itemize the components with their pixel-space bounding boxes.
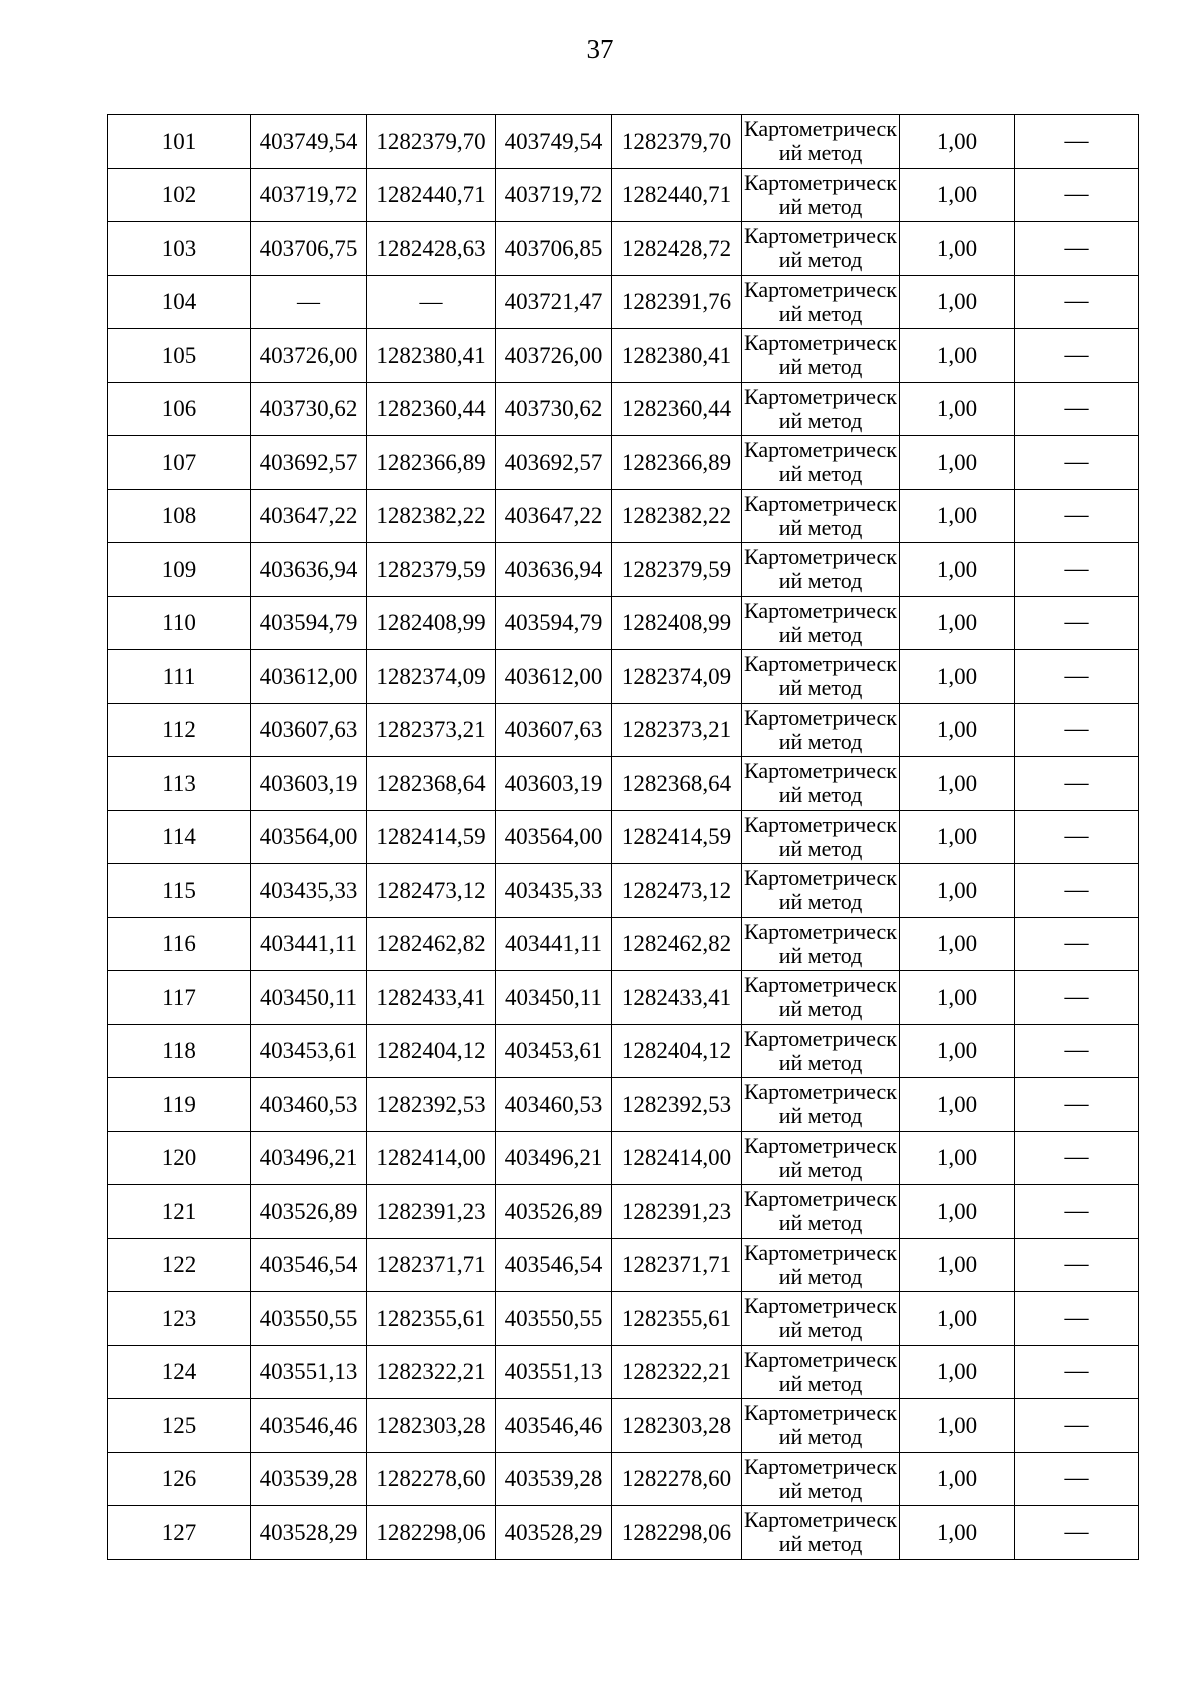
y-existing-cell: 1282379,59	[367, 543, 496, 597]
y-existing-cell: 1282368,64	[367, 757, 496, 811]
accuracy-cell: 1,00	[900, 115, 1015, 169]
x-refined-cell: 403647,22	[496, 489, 612, 543]
accuracy-cell: 1,00	[900, 596, 1015, 650]
method-cell: Картометрический метод	[742, 436, 900, 490]
y-existing-cell: 1282380,41	[367, 329, 496, 383]
point-number-cell: 124	[108, 1345, 251, 1399]
method-cell: Картометрический метод	[742, 329, 900, 383]
method-cell: Картометрический метод	[742, 917, 900, 971]
x-refined-cell: 403453,61	[496, 1024, 612, 1078]
method-cell: Картометрический метод	[742, 1292, 900, 1346]
method-cell: Картометрический метод	[742, 168, 900, 222]
x-existing-cell: 403636,94	[251, 543, 367, 597]
x-existing-cell: 403546,54	[251, 1238, 367, 1292]
x-refined-cell: 403721,47	[496, 275, 612, 329]
x-existing-cell: 403706,75	[251, 222, 367, 276]
table-row	[108, 864, 1139, 918]
note-cell: —	[1015, 275, 1139, 329]
x-existing-cell: 403460,53	[251, 1078, 367, 1132]
y-existing-cell: —	[367, 275, 496, 329]
note-cell: —	[1015, 971, 1139, 1025]
accuracy-cell: 1,00	[900, 971, 1015, 1025]
accuracy-cell: 1,00	[900, 917, 1015, 971]
point-number-cell: 114	[108, 810, 251, 864]
table-row	[108, 1345, 1139, 1399]
table-row	[108, 1292, 1139, 1346]
method-cell: Картометрический метод	[742, 1131, 900, 1185]
point-number-cell: 123	[108, 1292, 251, 1346]
y-refined-cell: 1282414,59	[612, 810, 742, 864]
x-refined-cell: 403496,21	[496, 1131, 612, 1185]
x-existing-cell: 403551,13	[251, 1345, 367, 1399]
accuracy-cell: 1,00	[900, 757, 1015, 811]
x-existing-cell: 403719,72	[251, 168, 367, 222]
table-row	[108, 1506, 1139, 1560]
accuracy-cell: 1,00	[900, 543, 1015, 597]
note-cell: —	[1015, 1131, 1139, 1185]
accuracy-cell: 1,00	[900, 1078, 1015, 1132]
note-cell: —	[1015, 168, 1139, 222]
x-refined-cell: 403526,89	[496, 1185, 612, 1239]
accuracy-cell: 1,00	[900, 1024, 1015, 1078]
note-cell: —	[1015, 436, 1139, 490]
x-refined-cell: 403460,53	[496, 1078, 612, 1132]
accuracy-cell: 1,00	[900, 650, 1015, 704]
x-existing-cell: 403550,55	[251, 1292, 367, 1346]
x-existing-cell: 403726,00	[251, 329, 367, 383]
table-row	[108, 1131, 1139, 1185]
x-refined-cell: 403546,46	[496, 1399, 612, 1453]
point-number-cell: 125	[108, 1399, 251, 1453]
x-existing-cell: 403607,63	[251, 703, 367, 757]
x-refined-cell: 403607,63	[496, 703, 612, 757]
y-refined-cell: 1282368,64	[612, 757, 742, 811]
method-cell: Картометрический метод	[742, 864, 900, 918]
x-existing-cell: 403730,62	[251, 382, 367, 436]
method-cell: Картометрический метод	[742, 650, 900, 704]
method-cell: Картометрический метод	[742, 1452, 900, 1506]
point-number-cell: 110	[108, 596, 251, 650]
note-cell: —	[1015, 1238, 1139, 1292]
point-number-cell: 102	[108, 168, 251, 222]
y-refined-cell: 1282373,21	[612, 703, 742, 757]
point-number-cell: 116	[108, 917, 251, 971]
y-existing-cell: 1282414,00	[367, 1131, 496, 1185]
x-existing-cell: 403528,29	[251, 1506, 367, 1560]
accuracy-cell: 1,00	[900, 168, 1015, 222]
x-existing-cell: —	[251, 275, 367, 329]
point-number-cell: 121	[108, 1185, 251, 1239]
y-existing-cell: 1282355,61	[367, 1292, 496, 1346]
point-number-cell: 122	[108, 1238, 251, 1292]
accuracy-cell: 1,00	[900, 382, 1015, 436]
y-existing-cell: 1282322,21	[367, 1345, 496, 1399]
table-row	[108, 275, 1139, 329]
y-existing-cell: 1282462,82	[367, 917, 496, 971]
accuracy-cell: 1,00	[900, 703, 1015, 757]
note-cell: —	[1015, 222, 1139, 276]
x-refined-cell: 403603,19	[496, 757, 612, 811]
table-row	[108, 1185, 1139, 1239]
table-row	[108, 971, 1139, 1025]
point-number-cell: 119	[108, 1078, 251, 1132]
table-row	[108, 1399, 1139, 1453]
table-row	[108, 917, 1139, 971]
x-refined-cell: 403441,11	[496, 917, 612, 971]
method-cell: Картометрический метод	[742, 115, 900, 169]
x-refined-cell: 403528,29	[496, 1506, 612, 1560]
method-cell: Картометрический метод	[742, 1238, 900, 1292]
y-refined-cell: 1282360,44	[612, 382, 742, 436]
accuracy-cell: 1,00	[900, 1345, 1015, 1399]
y-refined-cell: 1282355,61	[612, 1292, 742, 1346]
accuracy-cell: 1,00	[900, 436, 1015, 490]
method-cell: Картометрический метод	[742, 596, 900, 650]
y-refined-cell: 1282303,28	[612, 1399, 742, 1453]
y-existing-cell: 1282440,71	[367, 168, 496, 222]
y-refined-cell: 1282379,59	[612, 543, 742, 597]
method-cell: Картометрический метод	[742, 222, 900, 276]
accuracy-cell: 1,00	[900, 222, 1015, 276]
x-refined-cell: 403730,62	[496, 382, 612, 436]
note-cell: —	[1015, 757, 1139, 811]
table-row	[108, 703, 1139, 757]
x-refined-cell: 403435,33	[496, 864, 612, 918]
point-number-cell: 115	[108, 864, 251, 918]
x-existing-cell: 403692,57	[251, 436, 367, 490]
method-cell: Картометрический метод	[742, 1399, 900, 1453]
note-cell: —	[1015, 650, 1139, 704]
accuracy-cell: 1,00	[900, 489, 1015, 543]
table-row	[108, 329, 1139, 383]
y-refined-cell: 1282414,00	[612, 1131, 742, 1185]
x-existing-cell: 403749,54	[251, 115, 367, 169]
method-cell: Картометрический метод	[742, 1024, 900, 1078]
note-cell: —	[1015, 329, 1139, 383]
table-row	[108, 1078, 1139, 1132]
note-cell: —	[1015, 115, 1139, 169]
note-cell: —	[1015, 810, 1139, 864]
point-number-cell: 117	[108, 971, 251, 1025]
y-existing-cell: 1282473,12	[367, 864, 496, 918]
method-cell: Картометрический метод	[742, 1345, 900, 1399]
y-refined-cell: 1282408,99	[612, 596, 742, 650]
table-row	[108, 489, 1139, 543]
x-existing-cell: 403441,11	[251, 917, 367, 971]
note-cell: —	[1015, 1345, 1139, 1399]
x-refined-cell: 403564,00	[496, 810, 612, 864]
table-body	[108, 115, 1139, 1560]
y-existing-cell: 1282303,28	[367, 1399, 496, 1453]
x-existing-cell: 403496,21	[251, 1131, 367, 1185]
accuracy-cell: 1,00	[900, 810, 1015, 864]
note-cell: —	[1015, 1024, 1139, 1078]
note-cell: —	[1015, 1452, 1139, 1506]
y-existing-cell: 1282278,60	[367, 1452, 496, 1506]
x-refined-cell: 403692,57	[496, 436, 612, 490]
y-existing-cell: 1282414,59	[367, 810, 496, 864]
note-cell: —	[1015, 1078, 1139, 1132]
point-number-cell: 103	[108, 222, 251, 276]
y-refined-cell: 1282391,23	[612, 1185, 742, 1239]
y-existing-cell: 1282392,53	[367, 1078, 496, 1132]
y-existing-cell: 1282433,41	[367, 971, 496, 1025]
note-cell: —	[1015, 543, 1139, 597]
table-row	[108, 650, 1139, 704]
accuracy-cell: 1,00	[900, 1452, 1015, 1506]
point-number-cell: 111	[108, 650, 251, 704]
method-cell: Картометрический метод	[742, 703, 900, 757]
y-refined-cell: 1282366,89	[612, 436, 742, 490]
y-existing-cell: 1282428,63	[367, 222, 496, 276]
x-existing-cell: 403612,00	[251, 650, 367, 704]
point-number-cell: 109	[108, 543, 251, 597]
x-existing-cell: 403435,33	[251, 864, 367, 918]
x-existing-cell: 403526,89	[251, 1185, 367, 1239]
y-refined-cell: 1282440,71	[612, 168, 742, 222]
table-row	[108, 436, 1139, 490]
y-refined-cell: 1282374,09	[612, 650, 742, 704]
accuracy-cell: 1,00	[900, 1131, 1015, 1185]
x-existing-cell: 403594,79	[251, 596, 367, 650]
table-row	[108, 1452, 1139, 1506]
accuracy-cell: 1,00	[900, 1506, 1015, 1560]
x-refined-cell: 403450,11	[496, 971, 612, 1025]
table-row	[108, 757, 1139, 811]
y-existing-cell: 1282404,12	[367, 1024, 496, 1078]
note-cell: —	[1015, 1292, 1139, 1346]
method-cell: Картометрический метод	[742, 1506, 900, 1560]
y-refined-cell: 1282473,12	[612, 864, 742, 918]
table-row	[108, 382, 1139, 436]
y-refined-cell: 1282278,60	[612, 1452, 742, 1506]
x-refined-cell: 403612,00	[496, 650, 612, 704]
accuracy-cell: 1,00	[900, 1185, 1015, 1239]
point-number-cell: 104	[108, 275, 251, 329]
accuracy-cell: 1,00	[900, 1292, 1015, 1346]
x-existing-cell: 403647,22	[251, 489, 367, 543]
point-number-cell: 101	[108, 115, 251, 169]
y-refined-cell: 1282380,41	[612, 329, 742, 383]
note-cell: —	[1015, 703, 1139, 757]
note-cell: —	[1015, 1506, 1139, 1560]
x-refined-cell: 403726,00	[496, 329, 612, 383]
y-refined-cell: 1282392,53	[612, 1078, 742, 1132]
y-existing-cell: 1282298,06	[367, 1506, 496, 1560]
x-refined-cell: 403706,85	[496, 222, 612, 276]
y-refined-cell: 1282462,82	[612, 917, 742, 971]
y-existing-cell: 1282371,71	[367, 1238, 496, 1292]
table-row	[108, 115, 1139, 169]
method-cell: Картометрический метод	[742, 489, 900, 543]
method-cell: Картометрический метод	[742, 543, 900, 597]
point-number-cell: 112	[108, 703, 251, 757]
coordinates-table	[107, 114, 1139, 1560]
x-existing-cell: 403450,11	[251, 971, 367, 1025]
accuracy-cell: 1,00	[900, 864, 1015, 918]
point-number-cell: 113	[108, 757, 251, 811]
y-refined-cell: 1282382,22	[612, 489, 742, 543]
table-row	[108, 1024, 1139, 1078]
method-cell: Картометрический метод	[742, 1078, 900, 1132]
point-number-cell: 126	[108, 1452, 251, 1506]
y-refined-cell: 1282371,71	[612, 1238, 742, 1292]
y-refined-cell: 1282428,72	[612, 222, 742, 276]
x-existing-cell: 403546,46	[251, 1399, 367, 1453]
y-existing-cell: 1282408,99	[367, 596, 496, 650]
point-number-cell: 120	[108, 1131, 251, 1185]
y-existing-cell: 1282360,44	[367, 382, 496, 436]
y-refined-cell: 1282391,76	[612, 275, 742, 329]
note-cell: —	[1015, 1185, 1139, 1239]
y-existing-cell: 1282366,89	[367, 436, 496, 490]
x-refined-cell: 403636,94	[496, 543, 612, 597]
point-number-cell: 118	[108, 1024, 251, 1078]
accuracy-cell: 1,00	[900, 329, 1015, 383]
x-refined-cell: 403539,28	[496, 1452, 612, 1506]
x-refined-cell: 403546,54	[496, 1238, 612, 1292]
x-existing-cell: 403564,00	[251, 810, 367, 864]
y-existing-cell: 1282373,21	[367, 703, 496, 757]
note-cell: —	[1015, 382, 1139, 436]
table-row	[108, 810, 1139, 864]
note-cell: —	[1015, 596, 1139, 650]
x-refined-cell: 403749,54	[496, 115, 612, 169]
point-number-cell: 105	[108, 329, 251, 383]
y-refined-cell: 1282379,70	[612, 115, 742, 169]
table-row	[108, 596, 1139, 650]
accuracy-cell: 1,00	[900, 275, 1015, 329]
y-existing-cell: 1282391,23	[367, 1185, 496, 1239]
method-cell: Картометрический метод	[742, 382, 900, 436]
x-existing-cell: 403539,28	[251, 1452, 367, 1506]
y-refined-cell: 1282433,41	[612, 971, 742, 1025]
point-number-cell: 106	[108, 382, 251, 436]
x-refined-cell: 403551,13	[496, 1345, 612, 1399]
x-existing-cell: 403603,19	[251, 757, 367, 811]
y-existing-cell: 1282374,09	[367, 650, 496, 704]
note-cell: —	[1015, 917, 1139, 971]
y-existing-cell: 1282382,22	[367, 489, 496, 543]
table-row	[108, 168, 1139, 222]
note-cell: —	[1015, 1399, 1139, 1453]
method-cell: Картометрический метод	[742, 275, 900, 329]
note-cell: —	[1015, 864, 1139, 918]
note-cell: —	[1015, 489, 1139, 543]
accuracy-cell: 1,00	[900, 1399, 1015, 1453]
method-cell: Картометрический метод	[742, 810, 900, 864]
x-existing-cell: 403453,61	[251, 1024, 367, 1078]
y-refined-cell: 1282298,06	[612, 1506, 742, 1560]
table-row	[108, 1238, 1139, 1292]
y-existing-cell: 1282379,70	[367, 115, 496, 169]
page-number: 37	[586, 34, 614, 64]
y-refined-cell: 1282404,12	[612, 1024, 742, 1078]
table-row	[108, 222, 1139, 276]
method-cell: Картометрический метод	[742, 757, 900, 811]
y-refined-cell: 1282322,21	[612, 1345, 742, 1399]
method-cell: Картометрический метод	[742, 971, 900, 1025]
x-refined-cell: 403719,72	[496, 168, 612, 222]
point-number-cell: 127	[108, 1506, 251, 1560]
method-cell: Картометрический метод	[742, 1185, 900, 1239]
point-number-cell: 107	[108, 436, 251, 490]
table-row	[108, 543, 1139, 597]
x-refined-cell: 403550,55	[496, 1292, 612, 1346]
accuracy-cell: 1,00	[900, 1238, 1015, 1292]
point-number-cell: 108	[108, 489, 251, 543]
x-refined-cell: 403594,79	[496, 596, 612, 650]
